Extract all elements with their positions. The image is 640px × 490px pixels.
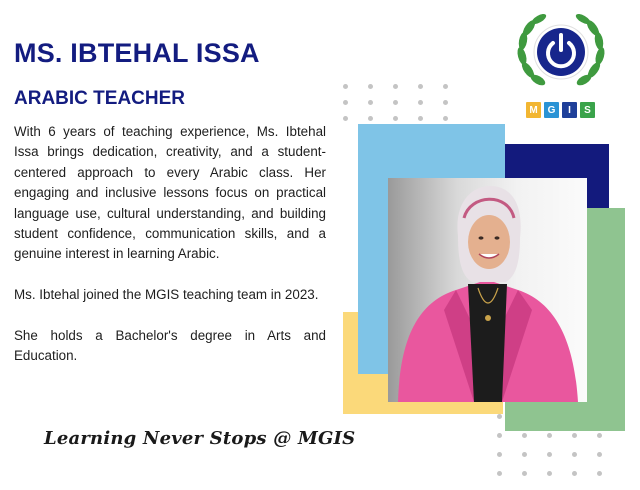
logo-letter-s: S	[580, 102, 595, 118]
laurel-power-emblem	[514, 10, 608, 100]
teacher-role: ARABIC TEACHER	[14, 88, 185, 109]
school-tagline: Learning Never Stops @ MGIS	[44, 428, 356, 449]
dot-grid-top	[343, 84, 448, 121]
logo-letter-m: M	[526, 102, 541, 118]
teacher-name: MS. IBTEHAL ISSA	[14, 38, 260, 68]
logo-letter-g: G	[544, 102, 559, 118]
teacher-photo	[388, 178, 587, 402]
bio-paragraph-degree: She holds a Bachelor's degree in Arts and Education.	[14, 328, 326, 364]
teacher-portrait-illustration	[388, 178, 587, 402]
school-logo	[514, 10, 608, 122]
logo-letter-i: I	[562, 102, 577, 118]
logo-letters	[526, 102, 595, 118]
bio-paragraph-joined: Ms. Ibtehal joined the MGIS teaching team in 2023.	[14, 287, 319, 303]
teacher-bio	[14, 122, 326, 367]
power-icon	[537, 28, 585, 76]
bio-paragraph-experience: With 6 years of teaching experience, Ms. Ibtehal Issa brings dedication, creativity, and a student-centered approach to every Arabic class. Her engaging and inclusive lessons focus on practical language use, cultural understanding, and building student confidence, communication skills, and a genuine interest in learning Arabic.	[14, 124, 326, 262]
